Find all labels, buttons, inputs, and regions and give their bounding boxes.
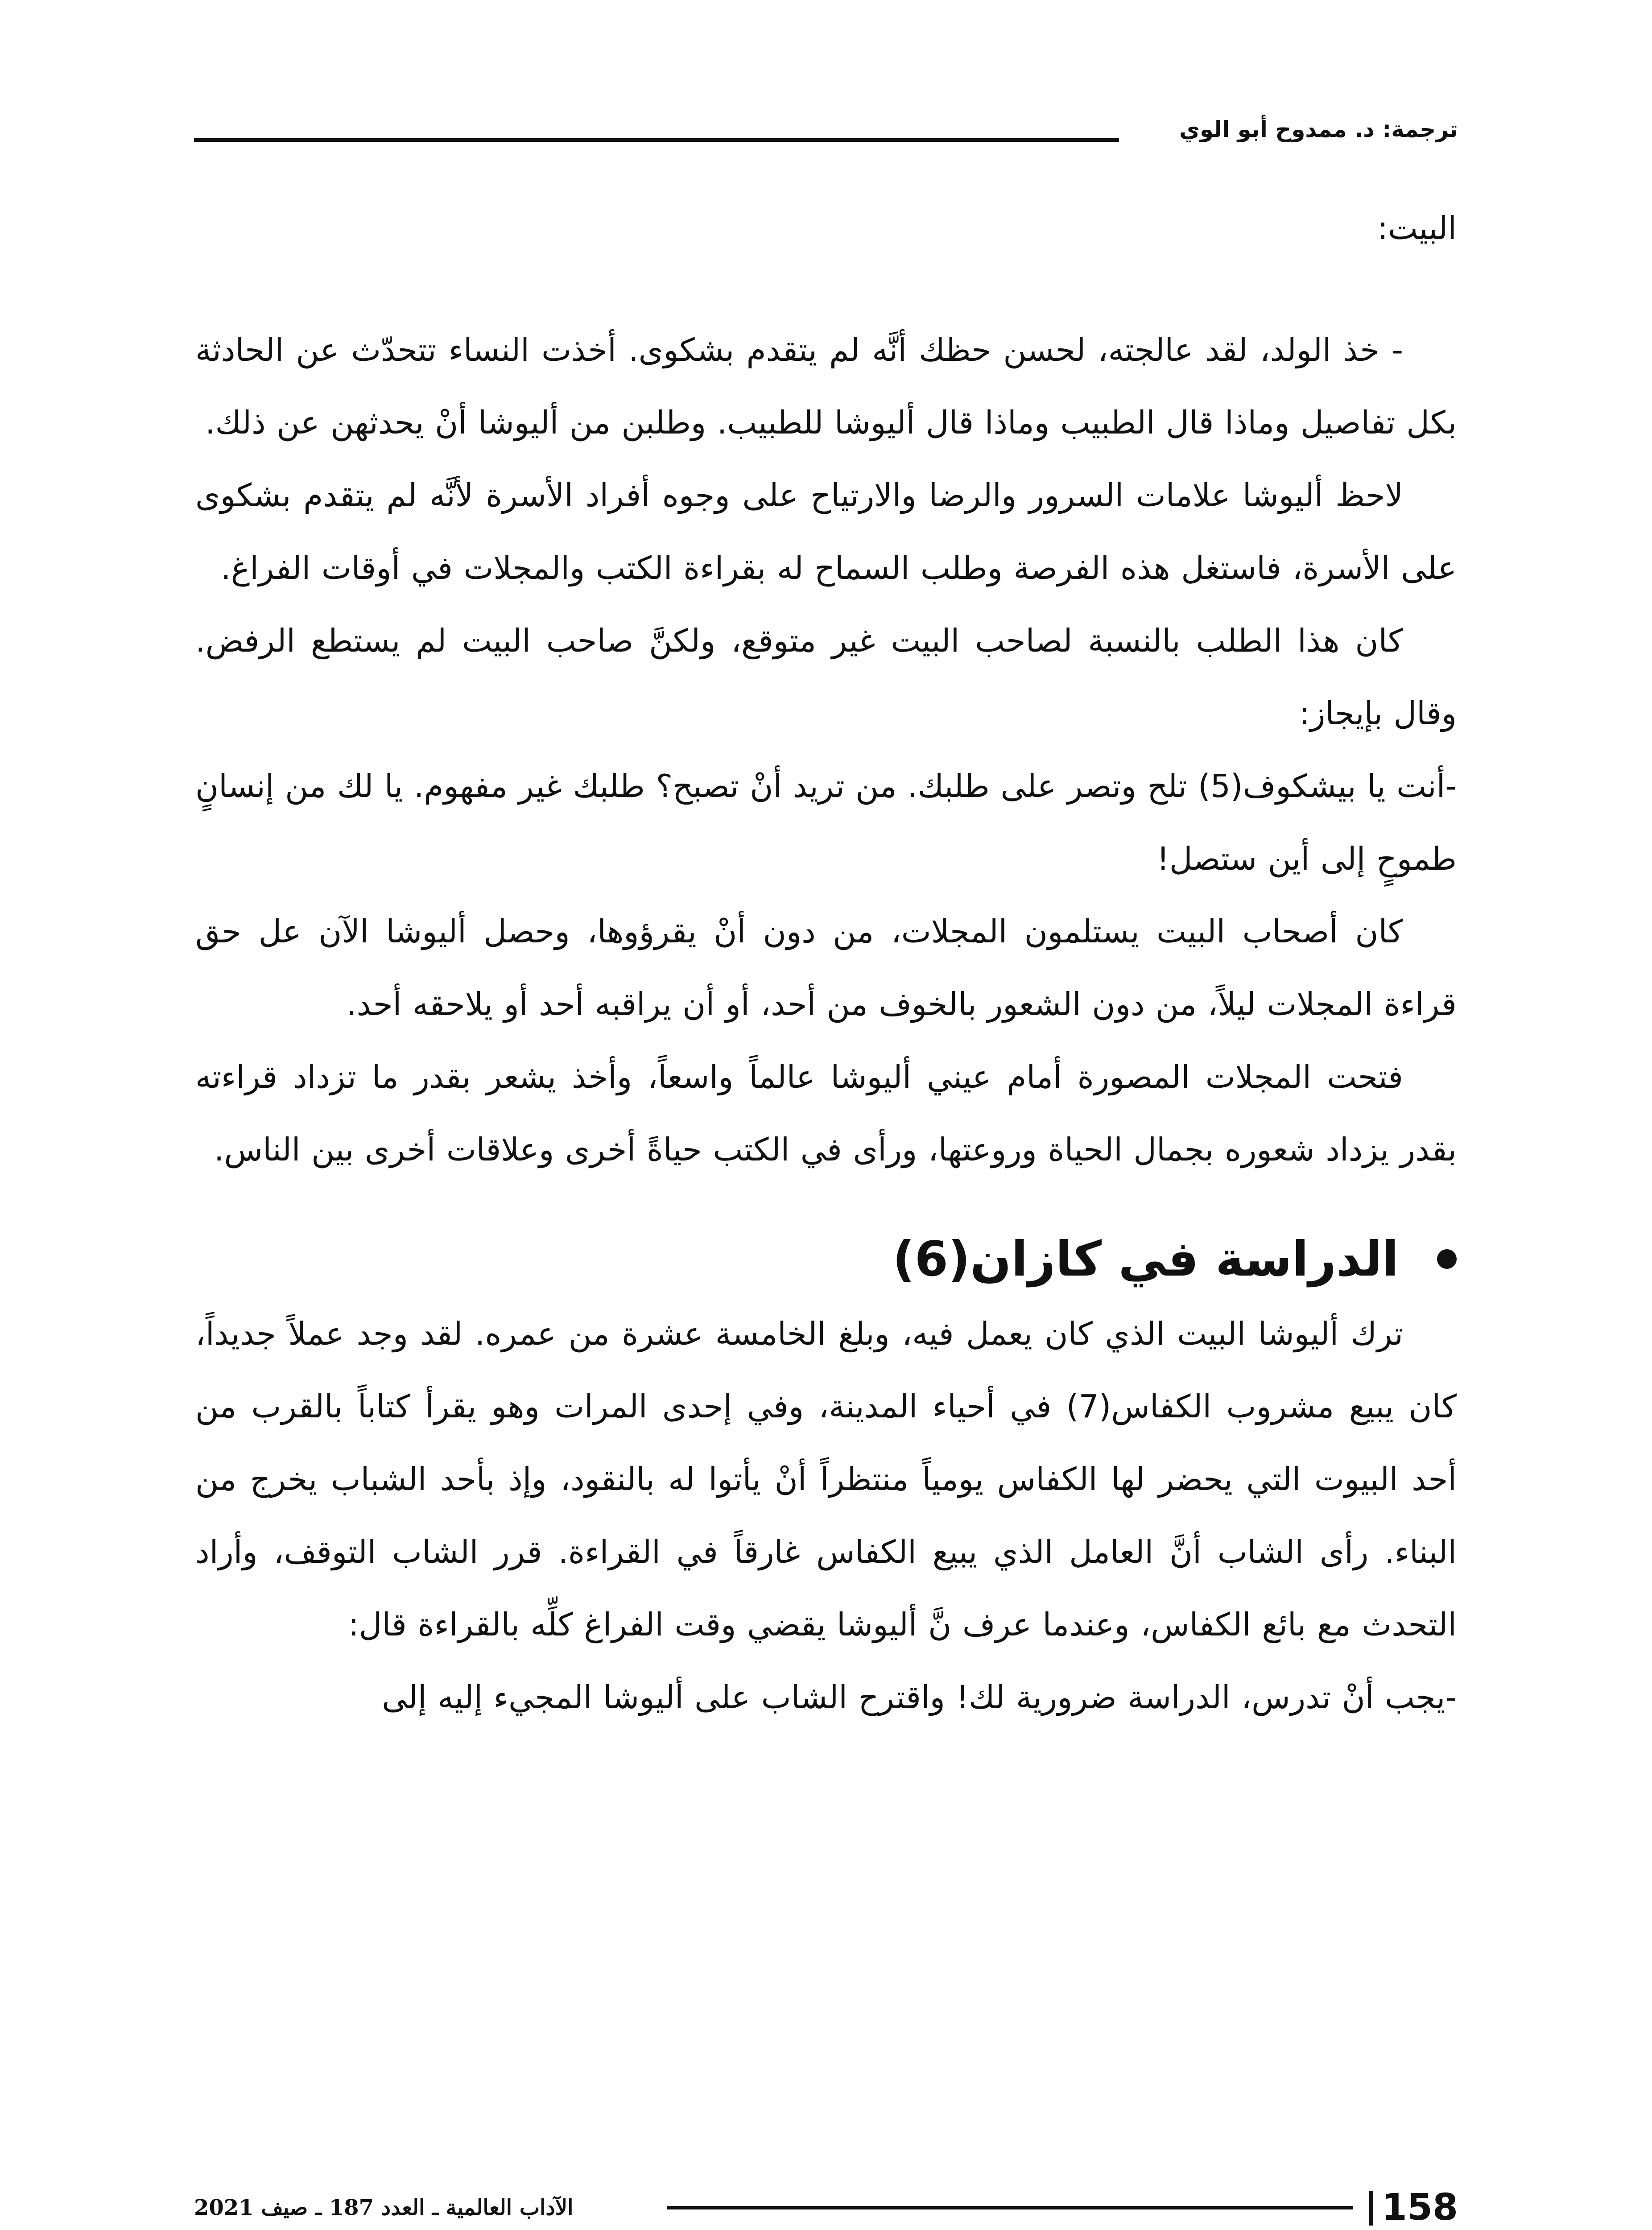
section-spacer [195,1186,1457,1222]
paragraph-new-world: فتحت المجلات المصورة أمام عيني أليوشا عالماً واسعاً، وأخذ يشعر بقدر ما تزداد قراءته بقدر يزداد شعوره بجمال الحياة وروعتها، ورأى في الكتب حياةً أخرى وعلاقات أخرى بين الناس. [195,1058,1457,1168]
paragraph-magazines: كان أصحاب البيت يستلمون المجلات، من دون أنْ يقرؤوها، وحصل أليوشا الآن عل حق قراءة المجلات ليلاً، من دون الشعور بالخوف من أحد، أو أن يراقبه أحد أو يلاحقه أحد. [195,913,1457,1023]
paragraph-spacer [195,264,1457,314]
bullet-icon [1437,1249,1457,1269]
page-number: 158 [1381,2186,1458,2229]
page-footer [194,2181,1458,2230]
page-header [194,112,1458,147]
paragraph-owner-reply-intro: كان هذا الطلب بالنسبة لصاحب البيت غير متوقع، ولكنَّ صاحب البيت لم يستطع الرفض. وقال بإيجاز: [195,622,1457,732]
section-heading-text: الدراسة في كازان(6) [892,1231,1399,1287]
section-heading [195,1222,1457,1297]
paragraph-reading-request: لاحظ أليوشا علامات السرور والرضا والارتياح على وجوه أفراد الأسرة لأنَّه لم يتقدم بشكوى على الأسرة، فاستغل هذه الفرصة وطلب السماح له بقراءة الكتب والمجلات في أوقات الفراغ. [195,477,1457,586]
footer-divider [667,2206,1353,2209]
journal-issue: الآداب العالمية ـ العدد 187 ـ صيف 2021 [194,2195,574,2220]
header-divider [194,138,1119,142]
paragraph-doctor-dialogue: - خذ الولد، لقد عالجته، لحسن حظك أنَّه لم يتقدم بشكوى. أخذت النساء تتحدّث عن الحادثة بكل تفاصيل وماذا قال الطبيب وماذا قال أليوشا للطبيب. وطلبن من أليوشا أنْ يحدثهن عن ذلك. [195,331,1457,441]
page-number-separator [1369,2191,1373,2226]
paragraph-study-advice: -يجب أنْ تدرس، الدراسة ضرورية لك! واقترح الشاب على أليوشا المجيء إليه إلى [382,1679,1457,1716]
translator-credit: ترجمة: د. ممدوح أبو الوي [1179,116,1458,142]
article-body [195,192,1457,1734]
paragraph-house-label: البيت: [1377,210,1457,247]
paragraph-kvass-seller: ترك أليوشا البيت الذي كان يعمل فيه، وبلغ الخامسة عشرة من عمره. لقد وجد عملاً جديداً، كان يبيع مشروب الكفاس(7) في أحياء المدينة، وفي إحدى المرات وهو يقرأ كتاباً بالقرب من أحد البيوت التي يحضر لها الكفاس يومياً منتظراً أنْ يأتوا له بالنقود، وإذ بأحد الشباب يخرج من البناء. رأى الشاب أنَّ العامل الذي يبيع الكفاس غارقاً في القراءة. قرر الشاب التوقف، وأراد التحدث مع بائع الكفاس، وعندما عرف نَّ أليوشا يقضي وقت الفراغ كلِّه بالقراءة قال: [195,1315,1457,1643]
paragraph-owner-reply: -أنت يا بيشكوف(5) تلح وتصر على طلبك. من تريد أنْ تصبح؟ طلبك غير مفهوم. يا لك من إنسانٍ طموحٍ إلى أين ستصل! [195,768,1457,877]
